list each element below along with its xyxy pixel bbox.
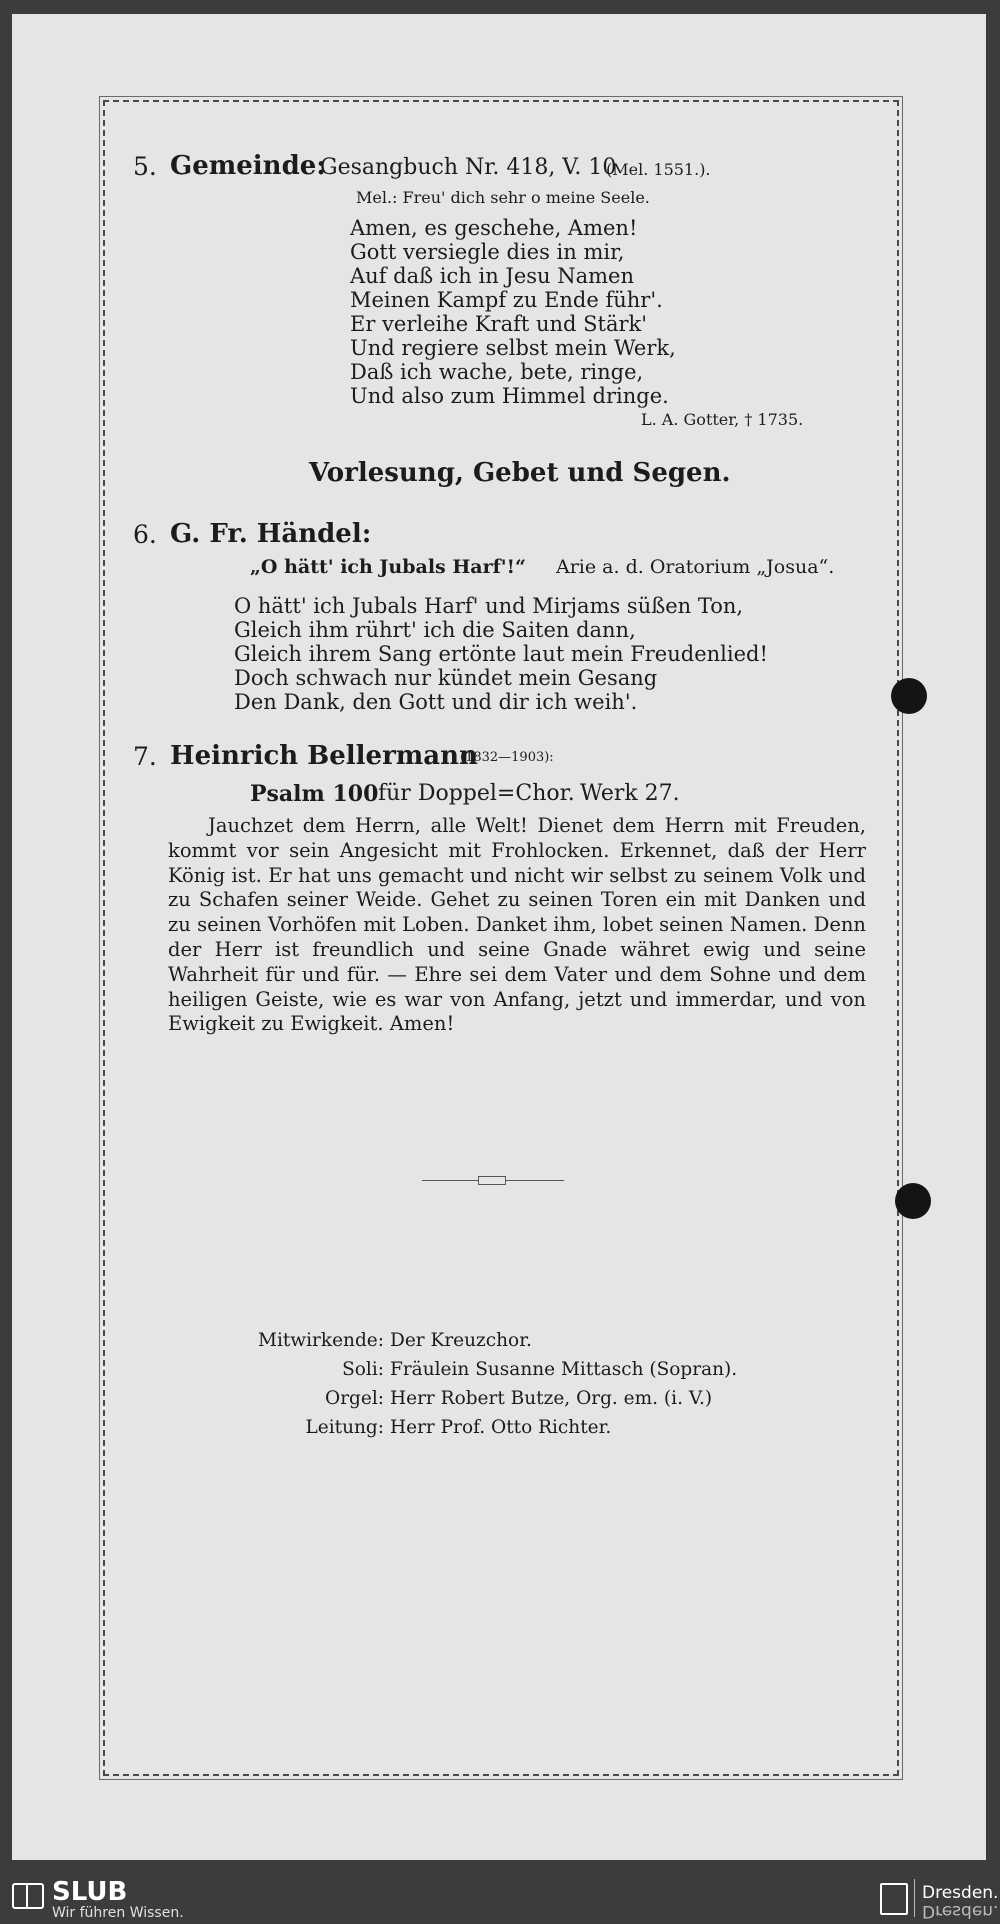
credit-label: Mitwirkende: [258,1330,384,1351]
item6-heading: G. Fr. Händel: [170,519,372,549]
verse-line: Doch schwach nur kündet mein Gesang [234,666,658,690]
item6-aria-note: Arie a. d. Oratorium „Josua“. [556,556,835,578]
verse-line: O hätt' ich Jubals Harf' und Mirjams süßen Ton, [234,594,744,618]
verse-line: Gott versiegle dies in mir, [350,240,625,264]
verse-line: Und regiere selbst mein Werk, [350,336,676,360]
verse-line: Auf daß ich in Jesu Namen [350,264,634,288]
item5-number: 5. [133,152,157,181]
item7-heading: Heinrich Bellermann [170,741,478,771]
item6-aria-title: „O hätt' ich Jubals Harf'!“ [250,556,526,578]
item5-melody: Mel.: Freu' dich sehr o meine Seele. [356,188,650,207]
item5-heading: Gemeinde: [170,151,326,181]
credit-label: Leitung: [305,1417,384,1438]
verse-line: Amen, es geschehe, Amen! [350,216,638,240]
item6-verses [234,594,768,714]
credit-label: Soli: [342,1359,384,1380]
item7-text: Jauchzet dem Herrn, alle Welt! Dienet dem Herrn mit Freuden, kommt vor sein Angesicht mit Frohlocken. Erkennet, daß der Herr König ist. Er hat uns gemacht und nicht wir selbst zu seinem Volk und zu Schafen seiner Weide. Gehet zu seinen Toren ein mit Danken und zu seinen Vorhöfen mit Loben. Danket ihm, lobet seinen Namen. Denn der Herr ist freundlich und seine Gnade währet ewig und seine Wahrheit für und für. — Ehre sei dem Vater und dem Sohne und dem heiligen Geiste, wie es war von Anfang, jetzt und immerdar, und von Ewigkeit zu Ewigkeit. Amen! [168,814,866,1036]
dresden-partner[interactable]: Dresden. [922,1883,999,1903]
footer-bar [0,1871,1000,1924]
credit-value: Der Kreuzchor. [390,1330,532,1351]
item7-dates: (1832—1903): [460,750,554,765]
credit-label: Orgel: [325,1388,384,1409]
credit-value: Herr Prof. Otto Richter. [390,1417,612,1438]
item5-source: Gesangbuch Nr. 418, V. 10 [320,155,617,180]
verse-line: Er verleihe Kraft und Stärk' [350,312,648,336]
verse-line: Gleich ihm rührt' ich die Saiten dann, [234,618,636,642]
credit-value: Fräulein Susanne Mittasch (Sopran). [390,1359,738,1380]
reading-heading: Vorlesung, Gebet und Segen. [309,458,731,488]
dresden-partner-reflection: Dresden. [922,1901,999,1921]
verse-line: Den Dank, den Gott und dir ich weih'. [234,690,638,714]
slub-brand[interactable]: SLUB [52,1877,128,1907]
credit-value: Herr Robert Butze, Org. em. (i. V.) [390,1388,713,1409]
punch-hole [895,1183,931,1219]
item5-verses [350,216,676,408]
footer-divider [914,1879,915,1917]
ornament-rule-center [478,1176,506,1185]
item5-mel-ref: (Mel. 1551.). [606,160,711,179]
item5-author: L. A. Gotter, † 1735. [641,410,804,429]
punch-hole [891,678,927,714]
slub-logo-icon[interactable] [12,1883,44,1909]
dresden-crest-icon [880,1883,908,1915]
item7-number: 7. [133,742,157,771]
verse-line: Und also zum Himmel dringe. [350,384,669,408]
item7-werk: Werk 27. [580,781,680,806]
item7-psalm: Psalm 100 [250,781,379,807]
verse-line: Daß ich wache, bete, ringe, [350,360,644,384]
verse-line: Gleich ihrem Sang ertönte laut mein Freudenlied! [234,642,768,666]
item7-psalm-rest: für Doppel=Chor. [378,781,575,806]
slub-tagline: Wir führen Wissen. [52,1905,184,1921]
verse-line: Meinen Kampf zu Ende führ'. [350,288,663,312]
item6-number: 6. [133,520,157,549]
